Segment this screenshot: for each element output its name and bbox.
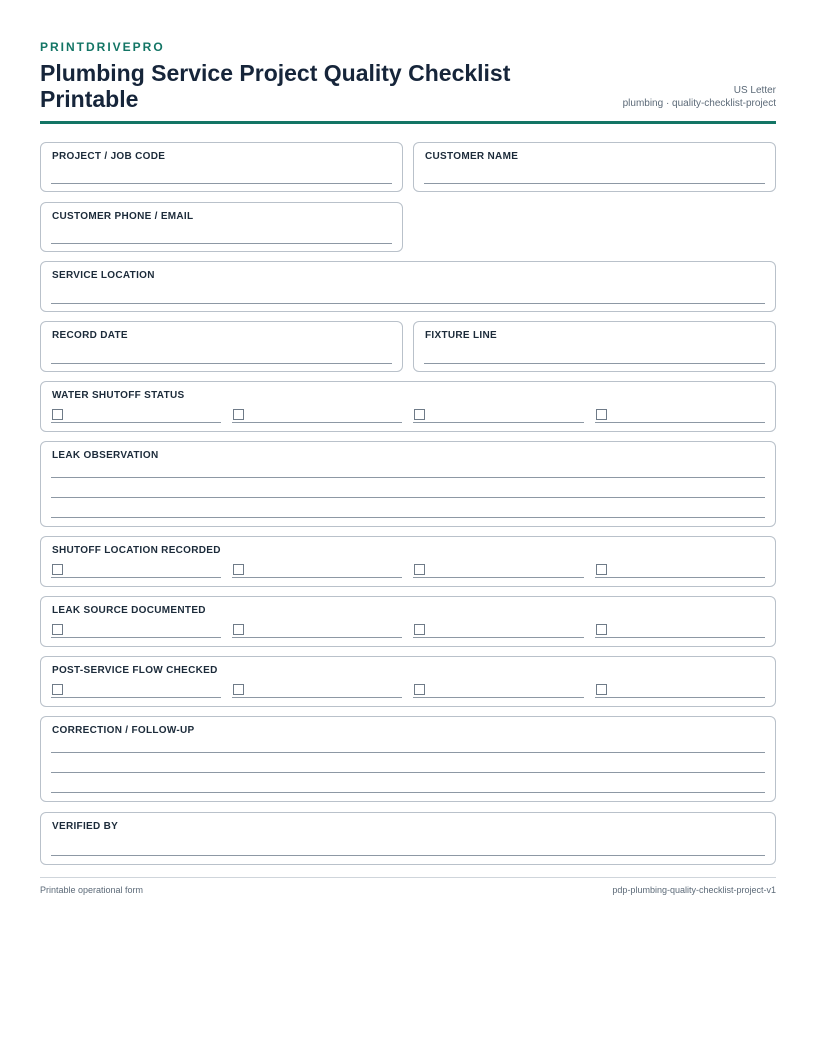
checkbox[interactable]	[596, 564, 607, 575]
leak-source-documented-label: LEAK SOURCE DOCUMENTED	[52, 605, 206, 616]
record-date-label: RECORD DATE	[52, 330, 128, 341]
fixture-line-field	[413, 321, 776, 372]
correction-follow-up-field	[40, 716, 776, 802]
shutoff-location-recorded-label: SHUTOFF LOCATION RECORDED	[52, 545, 221, 556]
service-location-label: SERVICE LOCATION	[52, 270, 155, 281]
water-shutoff-status-field	[40, 381, 776, 432]
checkbox[interactable]	[233, 564, 244, 575]
checkbox[interactable]	[596, 624, 607, 635]
fixture-line-label: FIXTURE LINE	[425, 330, 497, 341]
option-line[interactable]	[232, 637, 402, 638]
service-location-input[interactable]	[51, 303, 765, 304]
option-line[interactable]	[595, 422, 765, 423]
correction-follow-up-line[interactable]	[51, 792, 765, 793]
checkbox[interactable]	[233, 409, 244, 420]
option-line[interactable]	[51, 697, 221, 698]
checkbox[interactable]	[596, 684, 607, 695]
document-meta	[623, 84, 776, 110]
option-line[interactable]	[413, 697, 584, 698]
post-service-flow-checked-field	[40, 656, 776, 707]
shutoff-location-recorded-field	[40, 536, 776, 587]
footer-rule	[40, 877, 776, 878]
option-line[interactable]	[51, 637, 221, 638]
checkbox[interactable]	[233, 624, 244, 635]
option-line[interactable]	[51, 422, 221, 423]
option-line[interactable]	[413, 422, 584, 423]
correction-follow-up-line[interactable]	[51, 752, 765, 753]
checkbox[interactable]	[414, 684, 425, 695]
option-line[interactable]	[413, 577, 584, 578]
option-line[interactable]	[595, 577, 765, 578]
project-job-code-input[interactable]	[51, 183, 392, 184]
service-location-field	[40, 261, 776, 312]
option-line[interactable]	[232, 577, 402, 578]
header-rule	[40, 121, 776, 124]
record-date-field	[40, 321, 403, 372]
verified-by-input[interactable]	[51, 855, 765, 856]
checkbox[interactable]	[414, 409, 425, 420]
option-line[interactable]	[232, 422, 402, 423]
water-shutoff-status-label: WATER SHUTOFF STATUS	[52, 390, 185, 401]
post-service-flow-checked-label: POST-SERVICE FLOW CHECKED	[52, 665, 218, 676]
checkbox[interactable]	[233, 684, 244, 695]
customer-name-field	[413, 142, 776, 192]
footer-label: Printable operational form	[40, 885, 144, 895]
page-title: Plumbing Service Project Quality Checklist Printable	[40, 60, 511, 112]
project-job-code-field	[40, 142, 403, 192]
leak-observation-line[interactable]	[51, 477, 765, 478]
leak-observation-line[interactable]	[51, 517, 765, 518]
verified-by-label: VERIFIED BY	[52, 821, 119, 832]
paper-size: US Letter	[733, 85, 776, 96]
option-line[interactable]	[595, 637, 765, 638]
option-line[interactable]	[413, 637, 584, 638]
correction-follow-up-label: CORRECTION / FOLLOW-UP	[52, 725, 195, 736]
option-line[interactable]	[51, 577, 221, 578]
checkbox[interactable]	[414, 624, 425, 635]
verified-by-field	[40, 812, 776, 865]
leak-observation-line[interactable]	[51, 497, 765, 498]
checkbox[interactable]	[52, 564, 63, 575]
checkbox[interactable]	[52, 409, 63, 420]
customer-phone-email-label: CUSTOMER PHONE / EMAIL	[52, 211, 194, 222]
leak-observation-field	[40, 441, 776, 527]
leak-source-documented-field	[40, 596, 776, 647]
leak-observation-label: LEAK OBSERVATION	[52, 450, 159, 461]
checkbox[interactable]	[52, 624, 63, 635]
option-line[interactable]	[232, 697, 402, 698]
brand-name: PRINTDRIVEPRO	[40, 40, 165, 54]
document-tags: plumbing · quality-checklist-project	[622, 98, 776, 109]
customer-name-label: CUSTOMER NAME	[425, 151, 519, 162]
checkbox[interactable]	[596, 409, 607, 420]
customer-name-input[interactable]	[424, 183, 765, 184]
form-id: pdp-plumbing-quality-checklist-project-v1	[612, 885, 776, 895]
correction-follow-up-line[interactable]	[51, 772, 765, 773]
checkbox[interactable]	[414, 564, 425, 575]
project-job-code-label: PROJECT / JOB CODE	[52, 151, 166, 162]
customer-phone-email-input[interactable]	[51, 243, 392, 244]
customer-phone-email-field	[40, 202, 403, 252]
record-date-input[interactable]	[51, 363, 392, 364]
option-line[interactable]	[595, 697, 765, 698]
checkbox[interactable]	[52, 684, 63, 695]
fixture-line-input[interactable]	[424, 363, 765, 364]
